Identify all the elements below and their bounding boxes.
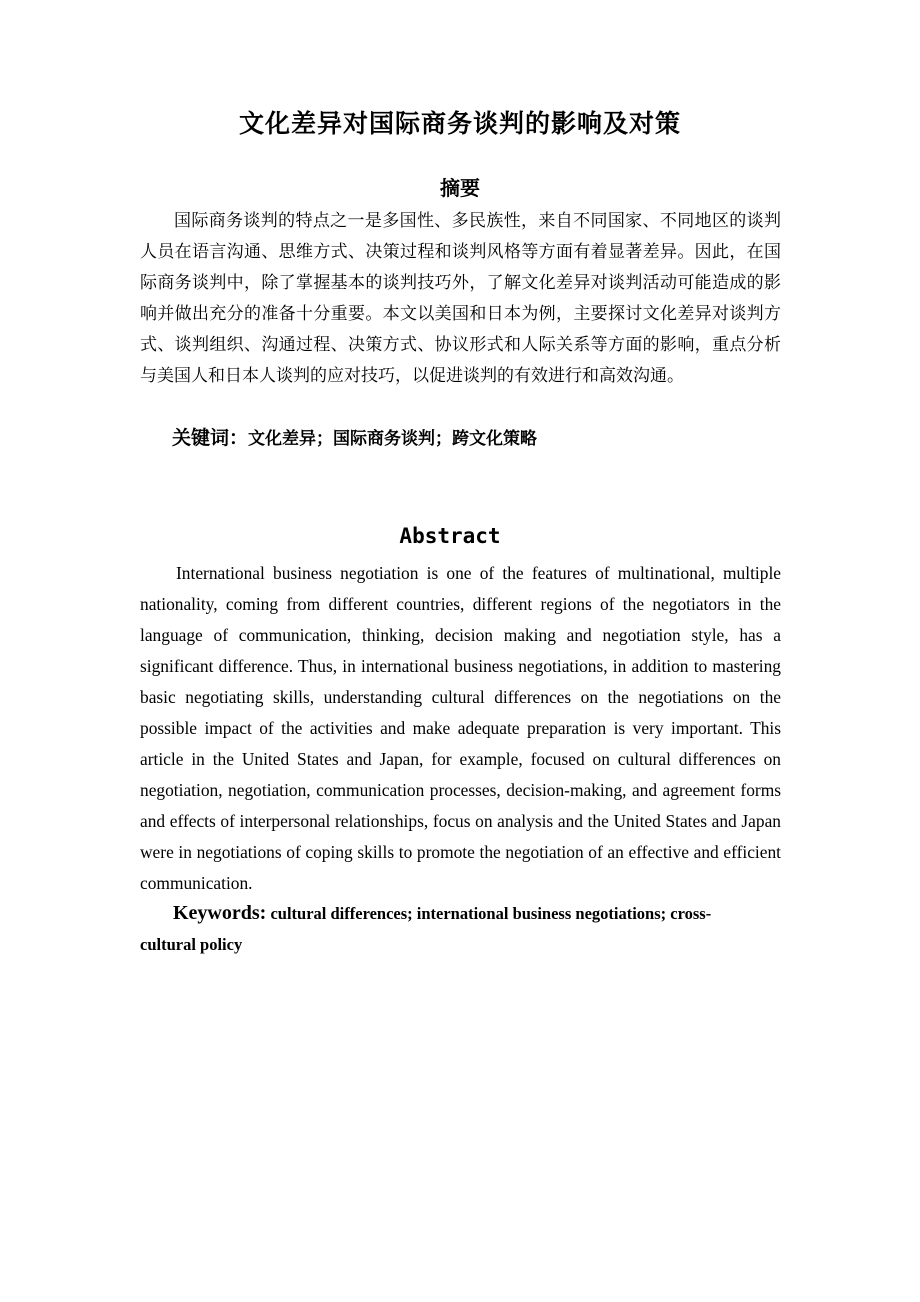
chinese-keywords — [172, 424, 792, 453]
english-keywords — [140, 898, 760, 960]
chinese-abstract-body: 国际商务谈判的特点之一是多国性、多民族性，来自不同国家、不同地区的谈判人员在语言沟通、思维方式、决策过程和谈判风格等方面有着显著差异。因此，在国际商务谈判中，除了掌握基本的谈判技巧外，了解文化差异对谈判活动可能造成的影响并做出充分的准备十分重要。本文以美国和日本为例，主要探讨文化差异对谈判方式、谈判组织、沟通过程、决策方式、协议形式和人际关系等方面的影响，重点分析与美国人和日本人谈判的应对技巧，以促进谈判的有效进行和高效沟通。 — [140, 211, 781, 386]
english-keywords-label: Keywords: — [173, 902, 267, 924]
english-abstract-heading: Abstract — [399, 524, 501, 548]
document-title: 文化差异对国际商务谈判的影响及对策 — [238, 109, 681, 138]
chinese-abstract-heading: 摘要 — [440, 176, 480, 200]
english-abstract-body: International business negotiation is one of the features of multinational, multiple nationality, coming from different countries, different regions of the negotiators in the language of communication, thinking, decision making and negotiation style, has a significant difference. Thus, in international business negotiations, in addition to mastering basic negotiating skills, understanding cultural differences on the negotiations on the possible impact of the activities and make adequate preparation is very important. This article in the United States and Japan, for example, focused on cultural differences on negotiation, negotiation, communication processes, decision-making, and agreement forms and effects of interpersonal relationships, focus on analysis and the United States and Japan were in negotiations of coping skills to promote the negotiation of an effective and efficient communication. — [140, 563, 781, 893]
chinese-keywords-label: 关键词： — [172, 427, 249, 449]
english-keywords-text: cultural differences; international business negotiations; cross-cultural policy — [140, 904, 712, 954]
chinese-keywords-text: 文化差异；国际商务谈判；跨文化策略 — [248, 429, 538, 449]
